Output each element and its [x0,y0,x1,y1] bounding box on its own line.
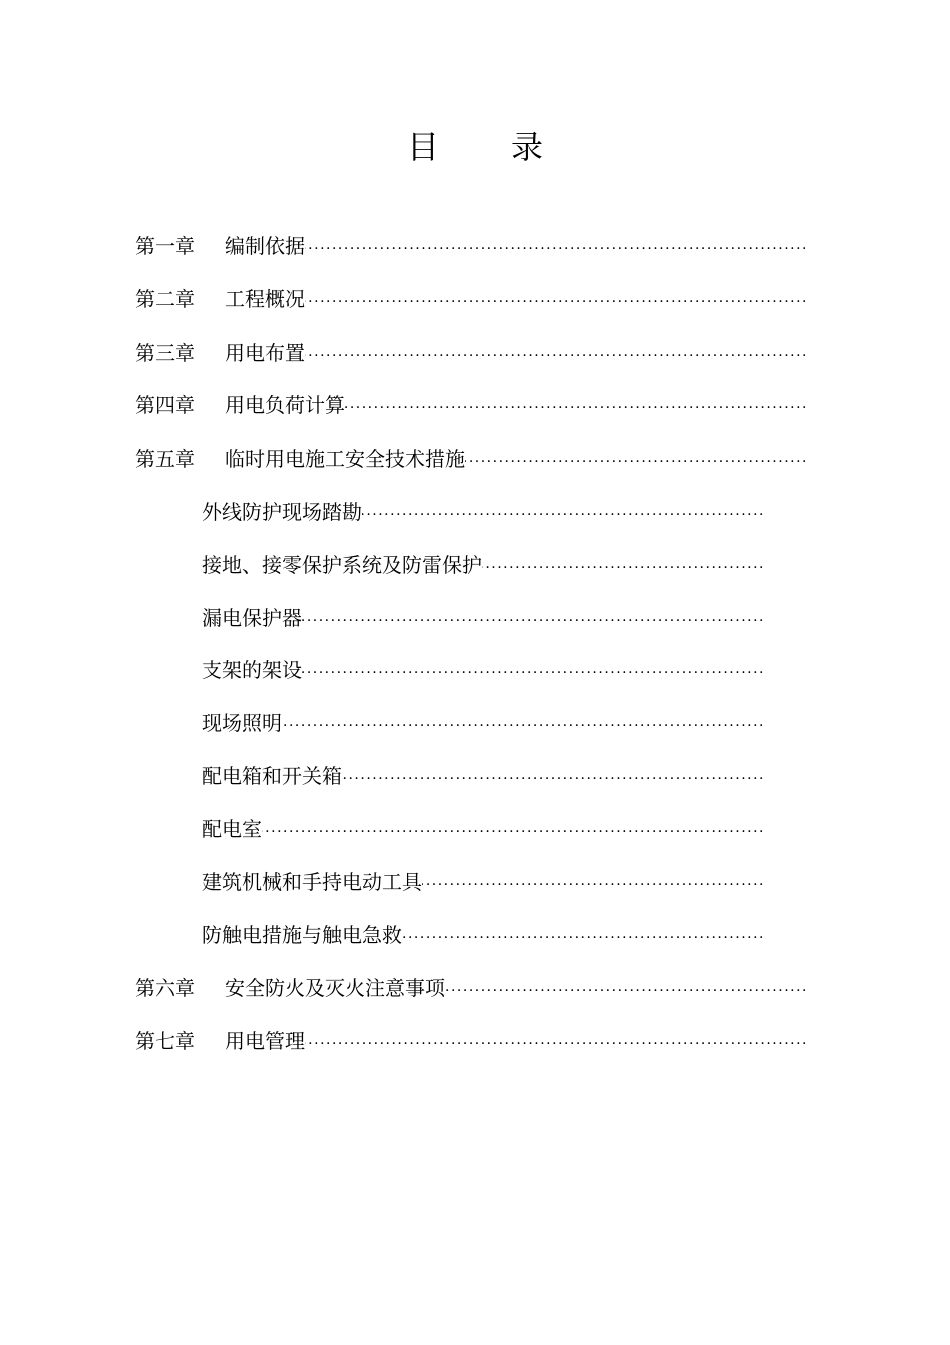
chapter-number: 第六章 [135,976,195,1000]
dot-leader [302,606,765,633]
toc-entry-chapter-2[interactable] [135,284,808,314]
toc-entry-section-7[interactable] [202,814,765,844]
chapter-number: 第五章 [135,447,195,471]
toc-entry-section-3[interactable] [202,603,765,633]
dot-leader [422,870,765,897]
entry-title: 支架的架设 [202,658,302,682]
entry-title: 防触电措施与触电急救 [202,923,402,947]
page-title [0,122,950,168]
chapter-number: 第一章 [135,234,195,258]
toc-entry-section-6[interactable] [202,761,765,791]
toc-entry-section-2[interactable] [202,550,765,580]
entry-title: 临时用电施工安全技术措施 [225,447,465,471]
title-char-2: 录 [511,128,544,166]
dot-leader [262,817,765,844]
chapter-number: 第七章 [135,1029,195,1053]
entry-title: 用电布置 [225,341,305,365]
toc-entry-chapter-3[interactable] [135,338,808,368]
entry-title: 配电箱和开关箱 [202,764,342,788]
toc-entry-section-4[interactable] [202,655,765,685]
dot-leader [445,976,808,1003]
entry-title: 接地、接零保护系统及防雷保护 [202,553,482,577]
entry-title: 安全防火及灭火注意事项 [225,976,445,1000]
dot-leader [302,658,765,685]
entry-title: 外线防护现场踏勘 [202,500,362,524]
dot-leader [345,393,808,420]
toc-entry-chapter-4[interactable] [135,390,808,420]
toc-entry-chapter-6[interactable] [135,973,808,1003]
entry-title: 工程概况 [225,287,305,311]
entry-title: 配电室 [202,817,262,841]
entry-title: 漏电保护器 [202,606,302,630]
toc-entry-section-8[interactable] [202,867,765,897]
dot-leader [482,553,765,580]
dot-leader [305,287,808,314]
dot-leader [305,234,808,261]
chapter-number: 第三章 [135,341,195,365]
entry-title: 建筑机械和手持电动工具 [202,870,422,894]
title-char-1: 目 [406,128,439,166]
dot-leader [305,1029,808,1056]
toc-entry-chapter-5[interactable] [135,444,808,474]
toc-entry-section-5[interactable] [202,708,765,738]
chapter-number: 第四章 [135,393,195,417]
dot-leader [282,711,765,738]
toc-entry-section-9[interactable] [202,920,765,950]
dot-leader [342,764,765,791]
dot-leader [362,500,765,527]
dot-leader [465,447,808,474]
toc-entry-chapter-1[interactable] [135,231,808,261]
entry-title: 用电管理 [225,1029,305,1053]
toc-entry-chapter-7[interactable] [135,1026,808,1056]
toc-entry-section-1[interactable] [202,497,765,527]
entry-title: 用电负荷计算 [225,393,345,417]
chapter-number: 第二章 [135,287,195,311]
entry-title: 现场照明 [202,711,282,735]
dot-leader [402,923,765,950]
entry-title: 编制依据 [225,234,305,258]
dot-leader [305,341,808,368]
